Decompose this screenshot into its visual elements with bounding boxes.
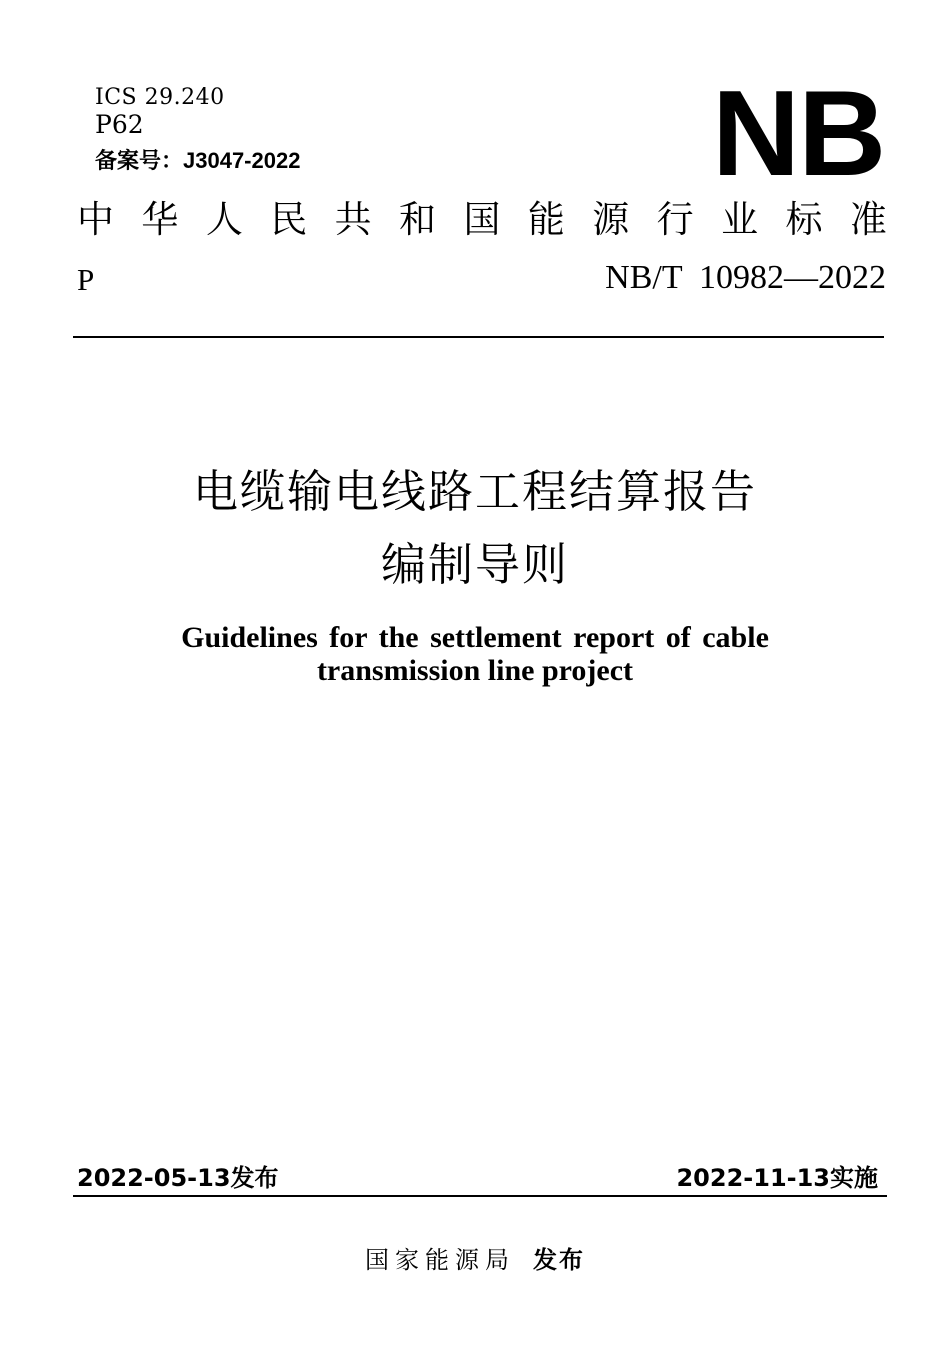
standard-type-char: 准 (849, 198, 887, 241)
standard-type-char: 和 (399, 198, 437, 241)
standard-type-char: 源 (592, 198, 630, 241)
standard-type-char: 行 (656, 198, 694, 241)
chinese-title-line-1: 电缆输电线路工程结算报告 (192, 465, 757, 518)
standard-type-char: 标 (785, 198, 823, 241)
record-number: 备案号：J3047-2022 (95, 148, 301, 173)
ics-code: ICS 29.240 (95, 85, 225, 110)
english-title-line-2: transmission line project (316, 654, 634, 687)
issue-date: 2022-05-13发布 (77, 1164, 279, 1192)
standard-type-char: 能 (527, 198, 565, 241)
english-title-line-1: Guidelines for the settlement report of cable (181, 621, 769, 654)
classification-code: P62 (95, 110, 144, 139)
standard-type-title (77, 198, 887, 242)
standard-type-char: 共 (334, 198, 372, 241)
effective-date: 2022-11-13实施 (676, 1164, 878, 1192)
standard-number: NB/T 10982—2022 (605, 259, 886, 296)
standard-type-char: 人 (205, 198, 243, 241)
nb-logo: NB (712, 65, 885, 201)
publisher-line (0, 1240, 950, 1275)
chinese-title-line-2: 编制导则 (380, 538, 569, 591)
publisher-name: 国家能源局 (365, 1246, 515, 1274)
publish-action: 发布 (533, 1246, 585, 1274)
standard-type-char: 中 (77, 198, 114, 241)
bottom-divider (73, 1195, 887, 1197)
top-divider (73, 336, 884, 338)
standard-category: P (77, 262, 95, 297)
standard-type-char: 业 (721, 198, 759, 241)
standard-type-char: 国 (463, 198, 501, 241)
standard-type-char: 华 (141, 198, 179, 241)
standard-type-char: 民 (270, 198, 308, 241)
